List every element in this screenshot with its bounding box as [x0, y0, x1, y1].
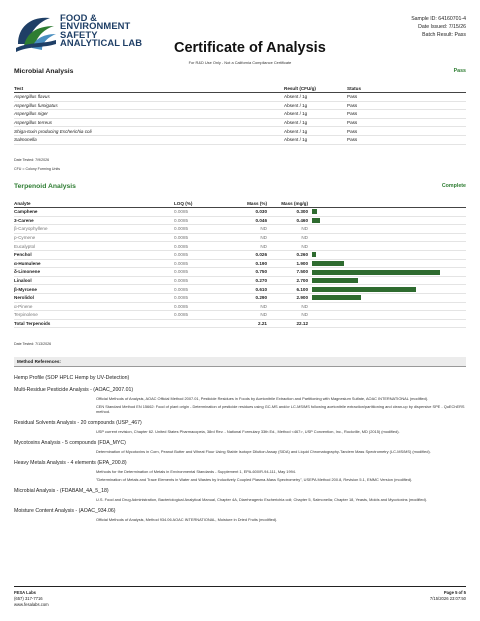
method-references-header	[14, 357, 466, 367]
sample-id: Sample ID: 64160701-4	[411, 16, 466, 22]
compliance-note: For R&D Use Only - Not a California Compliance Certificate	[188, 60, 292, 65]
test-status: Pass	[347, 118, 466, 127]
test-result: Absent / 1g	[284, 101, 347, 110]
mass-mg: 0.260	[267, 250, 308, 259]
page-info	[430, 590, 466, 602]
table-row	[14, 93, 466, 102]
level-bar	[312, 278, 358, 283]
brand-line: SAFETY	[60, 28, 98, 40]
terpenoid-status-badge: Complete	[441, 183, 466, 189]
method-title: Microbial Analysis - (FDABAM_4A_5_18)	[14, 488, 109, 494]
lab-contact	[14, 590, 49, 608]
method-item	[14, 440, 466, 454]
column-header: Mass (mg/g)	[267, 201, 308, 208]
bar-cell	[308, 233, 466, 242]
cfu-note: CFU = Colony Forming Units	[14, 167, 61, 171]
mass-mg: 2.900	[267, 293, 308, 302]
mass-mg: ND	[267, 233, 308, 242]
level-bar	[312, 252, 316, 257]
table-row	[14, 285, 466, 294]
mass-percent: ND	[219, 225, 267, 234]
mass-percent: 0.030	[219, 208, 267, 217]
mass-mg: 0.460	[267, 216, 308, 225]
bar-cell	[308, 311, 466, 320]
print-timestamp: 7/15/2026 23:07:50	[429, 596, 466, 601]
batch-result: Batch Result: Pass	[422, 32, 466, 38]
mass-mg: 2.700	[267, 276, 308, 285]
microbial-section-header	[14, 68, 466, 78]
column-header: LOQ (%)	[174, 201, 219, 208]
analyte-name: α-Humulene	[14, 259, 174, 268]
mass-mg: 0.300	[267, 208, 308, 217]
loq-value: 0.0085	[174, 233, 219, 242]
mass-percent: ND	[219, 302, 267, 311]
test-result: Absent / 1g	[284, 135, 347, 144]
column-header: Result (CFU/g)	[284, 86, 347, 93]
table-row	[14, 259, 466, 268]
mass-mg: ND	[267, 225, 308, 234]
mass-percent: 0.290	[219, 293, 267, 302]
bar-cell	[308, 216, 466, 225]
test-status: Pass	[347, 135, 466, 144]
level-bar	[312, 270, 440, 275]
table-row	[14, 216, 466, 225]
test-name: Shiga-toxin producing Escherichia coli	[14, 127, 284, 136]
table-row	[14, 225, 466, 234]
terpenoid-title: Terpenoid Analysis	[14, 183, 76, 190]
level-bar	[312, 287, 416, 292]
column-header: Test	[14, 86, 284, 93]
column-header: Status	[347, 86, 466, 93]
table-row	[14, 268, 466, 277]
loq-value: 0.0085	[174, 242, 219, 251]
test-result: Absent / 1g	[284, 127, 347, 136]
table-row	[14, 276, 466, 285]
analyte-name: Nerolidol	[14, 293, 174, 302]
test-name: Aspergillus terreus	[14, 118, 284, 127]
method-reference: "Determination of Metals and Trace Elements in Water and Wastes by Inductively Coupled Plasma-Mass Spectrometry", USEPA Method 200.8, Revision 5.1, EMMC Version (modified).	[96, 477, 413, 482]
mass-percent: 0.610	[219, 285, 267, 294]
test-result: Absent / 1g	[284, 118, 347, 127]
analyte-name: β-Myrcene	[14, 285, 174, 294]
table-row	[14, 127, 466, 136]
test-result: Absent / 1g	[284, 110, 347, 119]
mass-percent: 0.046	[219, 216, 267, 225]
analyte-name: p-Cymene	[14, 233, 174, 242]
brand-line: ANALYTICAL LAB	[60, 37, 143, 49]
test-status: Pass	[347, 110, 466, 119]
method-reference: USP current revision, Chapter 62. United States Pharmacopeia, 38rd Rev. - National Formulary 33th Ed., Method <467>, USP Convention, Inc., Rockville, MD (2015) (modified).	[96, 429, 400, 434]
method-item	[14, 387, 466, 414]
brand-line: FOOD &	[60, 12, 98, 23]
total-label: Total Terpenoids	[14, 319, 174, 328]
mass-percent: 0.270	[219, 276, 267, 285]
total-mg: 22.12	[267, 319, 308, 328]
analyte-name: Camphene	[14, 208, 174, 217]
mass-mg: ND	[267, 302, 308, 311]
loq-value: 0.0085	[174, 250, 219, 259]
terpenoid-table	[14, 201, 466, 328]
method-item	[14, 508, 466, 522]
analyte-name: δ-Limonene	[14, 268, 174, 277]
test-name: Aspergillus niger	[14, 110, 284, 119]
bar-cell	[308, 268, 466, 277]
brand-name	[60, 14, 142, 48]
loq-value: 0.0085	[174, 311, 219, 320]
mass-percent: ND	[219, 242, 267, 251]
table-row	[14, 302, 466, 311]
table-row	[14, 110, 466, 119]
method-title: Heavy Metals Analysis - 4 elements (EPA_200.8)	[14, 460, 127, 466]
bar-cell	[308, 242, 466, 251]
loq-value: 0.0085	[174, 208, 219, 217]
method-reference: Official Methods of Analysis, Method 934.06 AOAC INTERNATIONAL, Moisture in Dried Fruits (modified).	[96, 517, 278, 522]
method-reference: Determination of Mycotoxins in Corn, Peanut Butter and Wheat Flour Using Stable Isotope Dilution Assay (SIDA) and Liquid Chromatography-Tandem Mass Spectrometry (LC-MS/MS) (modified).	[96, 449, 431, 454]
test-status: Pass	[347, 127, 466, 136]
page-footer	[14, 586, 466, 616]
method-reference: U.S. Food and Drug Administration, Bacteriological Analytical Manual, Chapter 4A, Diarrheagenic Escherichia coli; Chapter 5, Salmonella; Chapter 18, Yeasts, Molds and Mycotoxins (modified).	[96, 497, 428, 502]
mass-percent: ND	[219, 233, 267, 242]
brand-line: ENVIRONMENT	[60, 20, 131, 32]
mass-percent: ND	[219, 311, 267, 320]
terpenoid-date-tested: Date Tested: 7/13/2026	[14, 342, 52, 346]
bar-cell	[308, 285, 466, 294]
mass-percent: 0.750	[219, 268, 267, 277]
method-title: Moisture Content Analysis - (AOAC_934.06)	[14, 508, 116, 514]
microbial-table	[14, 86, 466, 145]
page-title: Certificate of Analysis	[174, 40, 326, 56]
analyte-name: α-Pinene	[14, 302, 174, 311]
method-item	[14, 420, 466, 434]
analyte-name: Fenchol	[14, 250, 174, 259]
method-references-list	[14, 375, 466, 528]
bar-cell	[308, 225, 466, 234]
microbial-status-badge: Pass	[453, 68, 466, 74]
test-status: Pass	[347, 101, 466, 110]
analyte-name: Eucalyptol	[14, 242, 174, 251]
analyte-name: 3-Carene	[14, 216, 174, 225]
loq-value: 0.0085	[174, 285, 219, 294]
table-row	[14, 233, 466, 242]
method-item	[14, 460, 466, 482]
method-title: Hemp Profile (SOP HPLC Hemp by UV-Detection)	[14, 375, 130, 381]
loq-value: 0.0085	[174, 268, 219, 277]
microbial-date-tested: Date Tested: 7/9/2026	[14, 158, 50, 162]
method-reference: Official Methods of Analysis, AOAC Official Method 2007.01, Pesticide Residues in Foods by Acetonitrile Extraction and Partitioning with Magnesium Sulfate, AOAC INTERNATIONAL (modified).	[96, 396, 429, 401]
page-number: Page 5 of 5	[443, 590, 466, 595]
test-name: Salmonella	[14, 135, 284, 144]
level-bar	[312, 209, 317, 214]
level-bar	[312, 261, 344, 266]
bar-cell	[308, 302, 466, 311]
mass-mg: 7.500	[267, 268, 308, 277]
bar-cell	[308, 259, 466, 268]
column-header: Mass (%)	[219, 201, 267, 208]
date-issued: Date Issued: 7/15/26	[418, 24, 466, 30]
column-header: Analyte	[14, 201, 174, 208]
loq-value: 0.0085	[174, 225, 219, 234]
level-bar	[312, 218, 320, 223]
report-header	[0, 0, 480, 70]
mass-percent: 0.026	[219, 250, 267, 259]
method-references-title: Method References:	[17, 359, 61, 364]
microbial-title: Microbial Analysis	[14, 68, 74, 75]
method-item	[14, 375, 466, 381]
test-status: Pass	[347, 93, 466, 102]
bar-cell	[308, 250, 466, 259]
bar-cell	[308, 293, 466, 302]
level-bar	[312, 295, 361, 300]
mass-mg: 6.100	[267, 285, 308, 294]
test-name: Aspergillus fumigatus	[14, 101, 284, 110]
loq-value: 0.0085	[174, 259, 219, 268]
analyte-name: β-Caryophyllene	[14, 225, 174, 234]
mass-mg: ND	[267, 311, 308, 320]
table-row	[14, 101, 466, 110]
method-item	[14, 488, 466, 502]
total-percent: 2.21	[219, 319, 267, 328]
total-bar-cell	[308, 319, 466, 328]
loq-value: 0.0085	[174, 302, 219, 311]
method-reference: Methods for the Determination of Metals in Environmental Standards - Supplement 1, EPA-600/R-94-111, May 1994.	[96, 469, 297, 474]
sample-meta	[411, 15, 466, 39]
bar-cell	[308, 276, 466, 285]
bar-cell	[308, 208, 466, 217]
loq-value: 0.0085	[174, 216, 219, 225]
test-result: Absent / 1g	[284, 93, 347, 102]
method-title: Residual Solvents Analysis - 20 compounds (USP_467)	[14, 420, 142, 426]
mass-mg: ND	[267, 242, 308, 251]
total-row	[14, 319, 466, 328]
loq-value: 0.0085	[174, 293, 219, 302]
test-name: Aspergillus flavus	[14, 93, 284, 102]
table-row	[14, 118, 466, 127]
table-row	[14, 293, 466, 302]
method-title: Mycotoxins Analysis - 5 compounds (FDA_MYC)	[14, 440, 126, 446]
terpenoid-section-header	[14, 183, 466, 193]
mass-percent: 0.190	[219, 259, 267, 268]
mass-mg: 1.900	[267, 259, 308, 268]
table-row	[14, 250, 466, 259]
lab-phone: (657) 317-7716	[14, 596, 43, 601]
loq-value: 0.0085	[174, 276, 219, 285]
table-row	[14, 208, 466, 217]
method-title: Multi-Residue Pesticide Analysis - (AOAC_2007.01)	[14, 387, 134, 393]
total-loq	[174, 319, 219, 328]
table-row	[14, 311, 466, 320]
lab-logo-icon	[14, 10, 58, 54]
analyte-name: Terpinolene	[14, 311, 174, 320]
lab-website-link[interactable]: www.fesalabs.com	[14, 602, 49, 607]
table-row	[14, 135, 466, 144]
method-reference: CEN Standard Method EN 15662: Food of plant origin - Determination of pesticide residues using GC-MS and/or LC-MS/MS following acetonitrile extraction/partitioning and clean-up by dispersive SPE - QuEChERS method.	[96, 404, 465, 414]
lab-name: FESA Labs	[14, 590, 36, 595]
analyte-name: Linalool	[14, 276, 174, 285]
table-row	[14, 242, 466, 251]
